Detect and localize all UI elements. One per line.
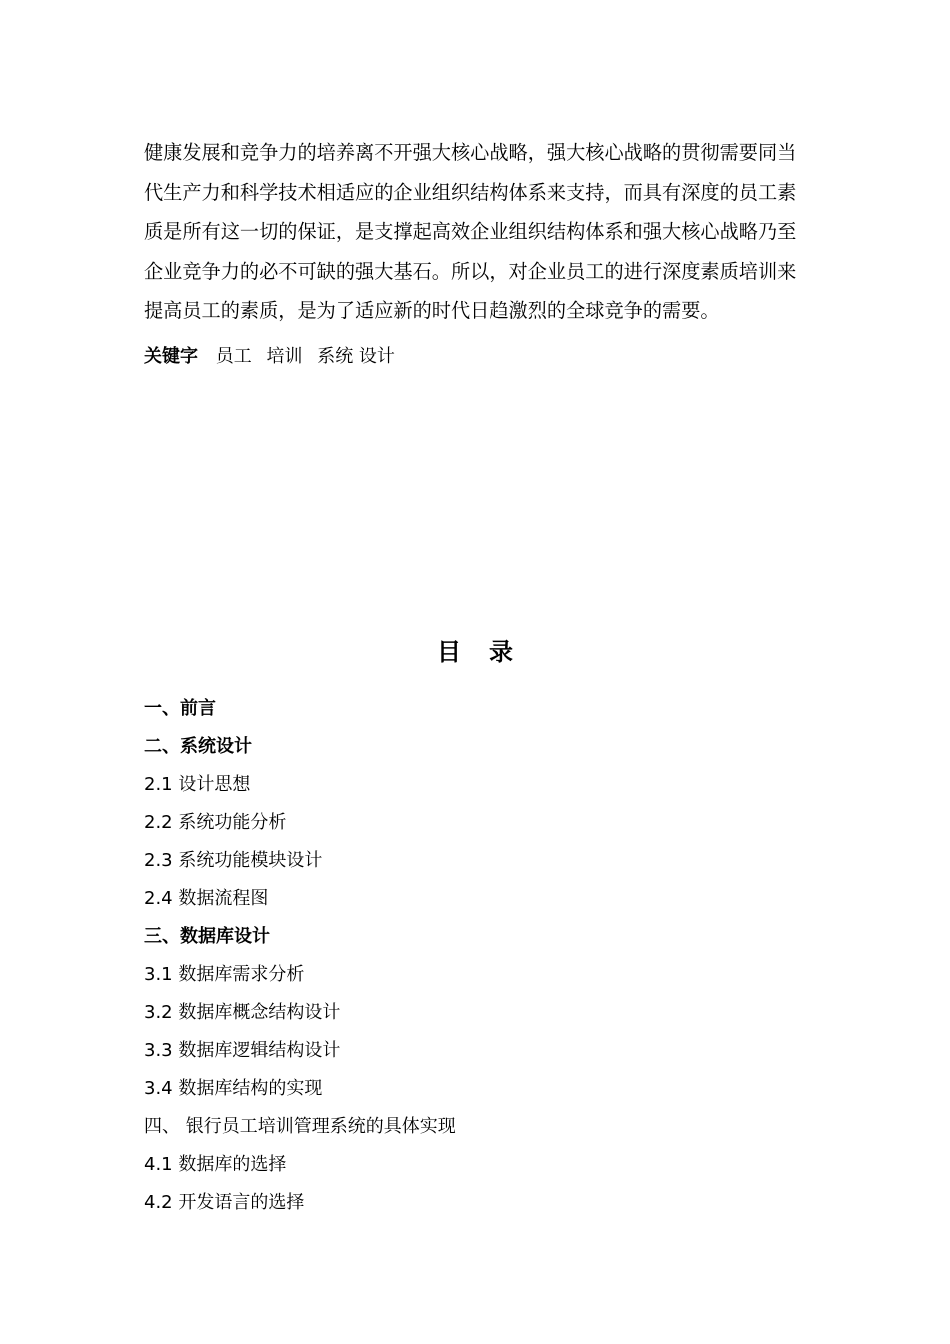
keywords-line [144, 342, 404, 372]
toc-entry[interactable]: 2.3 系统功能模块设计 [144, 850, 323, 871]
toc-entry[interactable]: 3.1 数据库需求分析 [144, 964, 305, 985]
abstract-line: 健康发展和竞争力的培养离不开强大核心战略，强大核心战略的贯彻需要同当 [144, 141, 797, 164]
abstract-line: 企业竞争力的必不可缺的强大基石。所以，对企业员工的进行深度素质培训来 [144, 259, 797, 283]
abstract-line: 提高员工的素质，是为了适应新的时代日趋激烈的全球竞争的需要。 [144, 299, 720, 322]
abstract-line: 质是所有这一切的保证，是支撑起高效企业组织结构体系和强大核心战略乃至 [144, 220, 797, 243]
toc-entry[interactable]: 一、前言 [144, 698, 216, 719]
keywords-label: 关键字 [144, 346, 198, 367]
keyword-item: 员工 [215, 346, 252, 367]
toc-entry[interactable]: 3.2 数据库概念结构设计 [144, 1002, 341, 1023]
toc-entry[interactable]: 3.3 数据库逻辑结构设计 [144, 1040, 341, 1061]
keyword-item: 系统 设计 [317, 346, 395, 367]
keyword-item: 培训 [266, 346, 303, 367]
table-of-contents [144, 690, 804, 1222]
toc-entry[interactable]: 2.2 系统功能分析 [144, 812, 287, 833]
toc-entry[interactable]: 2.1 设计思想 [144, 774, 251, 795]
abstract-paragraph [144, 133, 809, 331]
toc-entry[interactable]: 2.4 数据流程图 [144, 888, 269, 909]
toc-title: 目录 [437, 638, 541, 666]
toc-entry[interactable]: 三、数据库设计 [144, 926, 270, 947]
toc-entry[interactable]: 4.2 开发语言的选择 [144, 1192, 305, 1213]
toc-entry[interactable]: 二、系统设计 [144, 736, 252, 757]
toc-entry[interactable]: 4.1 数据库的选择 [144, 1154, 287, 1175]
abstract-line: 代生产力和科学技术相适应的企业组织结构体系来支持，而具有深度的员工素 [144, 180, 797, 204]
toc-entry[interactable]: 四、 银行员工培训管理系统的具体实现 [144, 1116, 456, 1137]
toc-entry[interactable]: 3.4 数据库结构的实现 [144, 1078, 323, 1099]
